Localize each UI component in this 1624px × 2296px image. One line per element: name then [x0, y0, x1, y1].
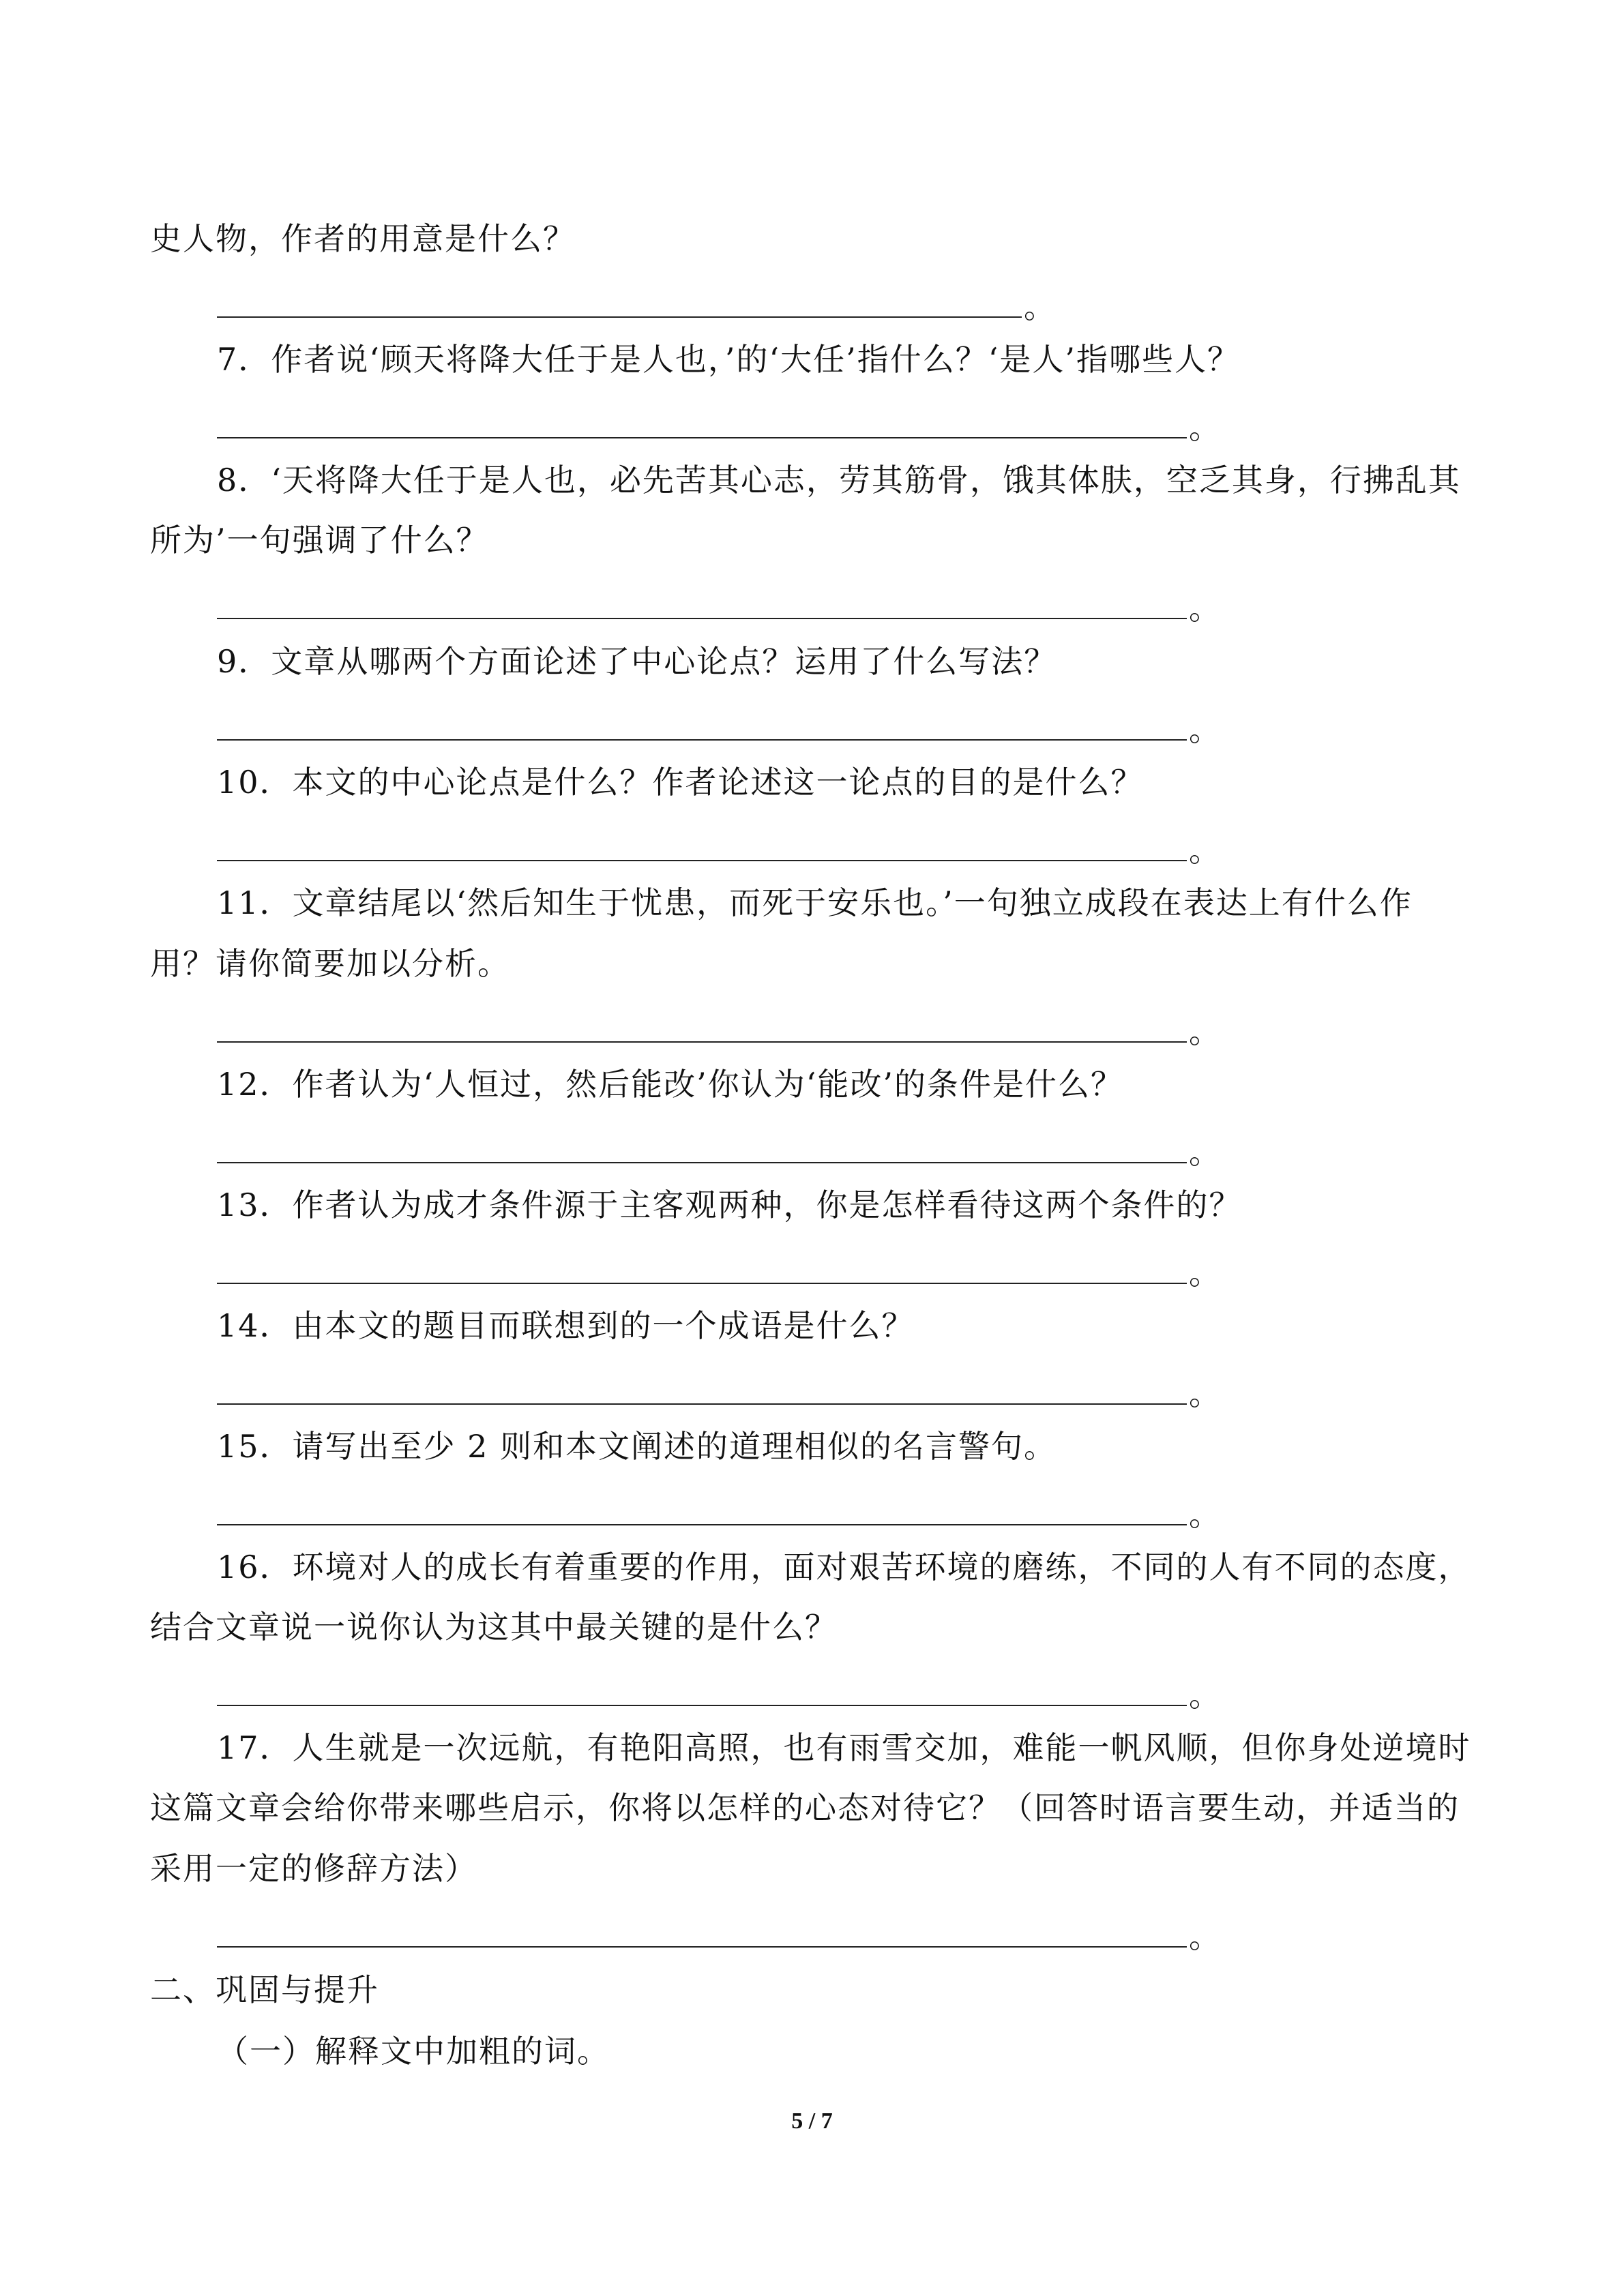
question-10: 10．本文的中心论点是什么？作者论述这一论点的目的是什么？	[217, 764, 1144, 801]
question-14: 14．由本文的题目而联想到的一个成语是什么？	[217, 1307, 915, 1344]
answer-blank-10[interactable]: 。	[217, 830, 1220, 871]
answer-blank-9[interactable]: 。	[217, 709, 1220, 750]
answer-blank-12[interactable]: 。	[217, 1132, 1220, 1173]
question-13: 13．作者认为成才条件源于主客观两种，你是怎样看待这两个条件的？	[217, 1187, 1242, 1223]
answer-blank-13[interactable]: 。	[217, 1253, 1220, 1294]
answer-blank-17[interactable]: 。	[217, 1916, 1220, 1957]
question-16-line-1: 16．环境对人的成长有着重要的作用，面对艰苦环境的磨练，不同的人有不同的态度，	[217, 1549, 1471, 1585]
answer-blank-16[interactable]: 。	[217, 1675, 1220, 1716]
question-6-tail: 史人物，作者的用意是什么？	[150, 220, 576, 257]
question-7: 7．作者说‘顾天将降大任于是人也，’的‘大任’指什么？‘是人’指哪些人？	[217, 341, 1240, 378]
answer-blank-15[interactable]: 。	[217, 1494, 1220, 1535]
answer-blank-7[interactable]: 。	[217, 407, 1220, 448]
answer-blank-6[interactable]: 。	[217, 286, 1042, 327]
answer-blank-11[interactable]: 。	[217, 1011, 1220, 1052]
question-9: 9．文章从哪两个方面论述了中心论点？运用了什么写法？	[217, 643, 1057, 680]
question-12: 12．作者认为‘人恒过，然后能改’你认为‘能改’的条件是什么？	[217, 1066, 1124, 1103]
question-17-line-2: 这篇文章会给你带来哪些启示，你将以怎样的心态对待它？（回答时语言要生动，并适当的	[150, 1789, 1460, 1826]
section-2-heading: 二、巩固与提升	[150, 1971, 379, 2008]
page-number: 5 / 7	[791, 2108, 833, 2134]
question-15: 15．请写出至少 2 则和本文阐述的道理相似的名言警句。	[217, 1428, 1057, 1465]
section-2-subheading: （一）解释文中加粗的词。	[217, 2033, 610, 2070]
question-8-line-1: 8．‘天将降大任于是人也，必先苦其心志，劳其筋骨，饿其体肤，空乏其身，行拂乱其	[217, 462, 1461, 498]
question-17-line-3: 采用一定的修辞方法）	[150, 1850, 477, 1887]
question-11-line-1: 11．文章结尾以‘然后知生于忧患，而死于安乐也。’一句独立成段在表达上有什么作	[217, 884, 1413, 921]
question-17-line-1: 17．人生就是一次远航，有艳阳高照，也有雨雪交加，难能一帆风顺，但你身处逆境时	[217, 1729, 1471, 1766]
question-11-line-2: 用？请你简要加以分析。	[150, 945, 510, 982]
question-8-line-2: 所为’一句强调了什么？	[150, 522, 489, 558]
answer-blank-8[interactable]: 。	[217, 588, 1220, 629]
answer-blank-14[interactable]: 。	[217, 1373, 1220, 1414]
question-16-line-2: 结合文章说一说你认为这其中最关键的是什么？	[150, 1609, 838, 1645]
